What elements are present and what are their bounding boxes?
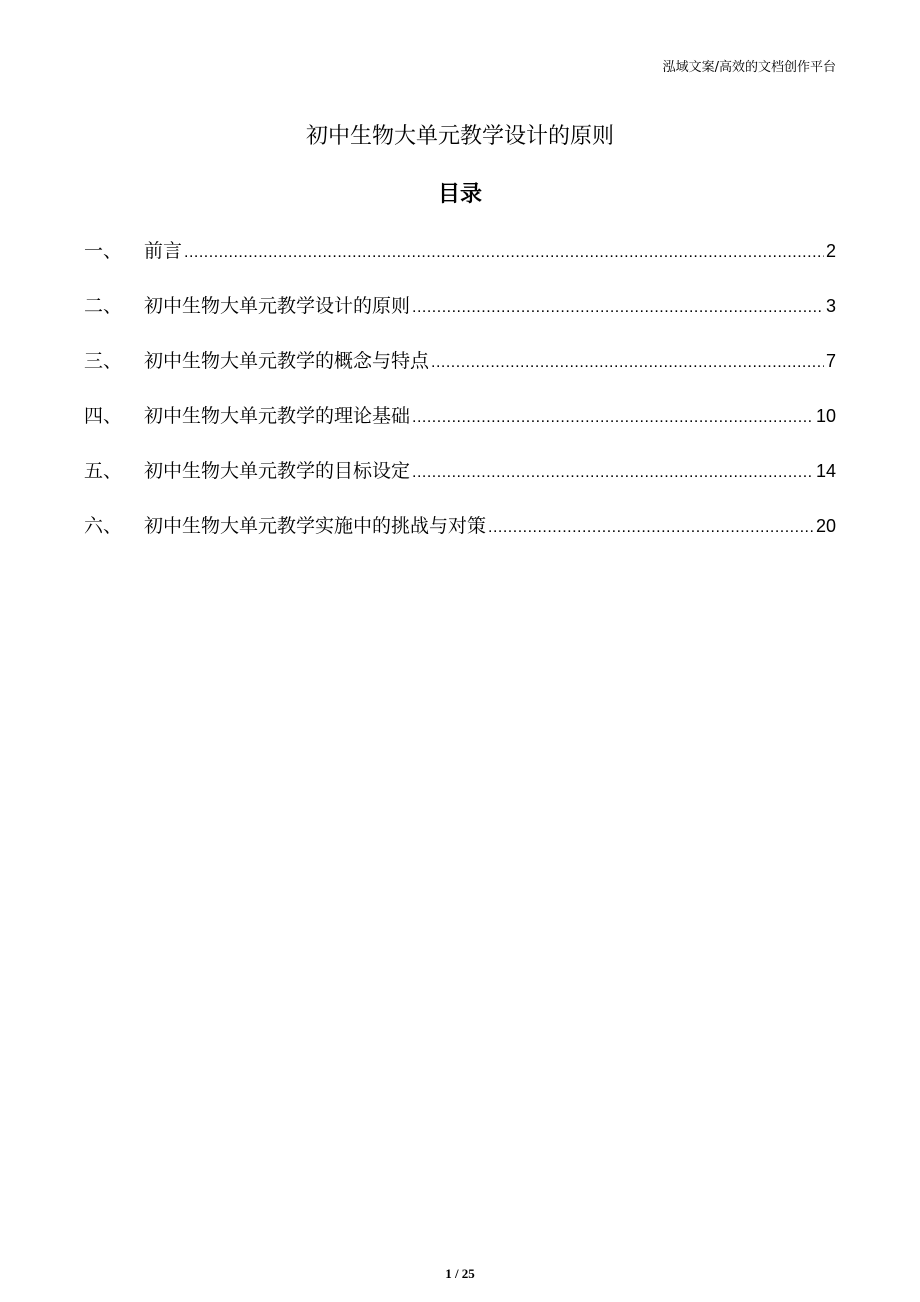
toc-entry-number: 三、 [84,350,123,372]
toc-entry-design-principles[interactable] [84,291,836,346]
toc-dot-leader [412,293,824,323]
toc-entry-number: 四、 [84,405,123,427]
toc-dot-leader [412,458,814,488]
toc-entry-page: 10 [815,406,836,426]
toc-entry-page: 20 [815,516,836,536]
toc-dot-leader [412,403,814,433]
toc-entry-title: 初中生物大单元教学实施中的挑战与对策 [144,515,487,537]
table-of-contents [84,236,836,566]
toc-dot-leader [431,348,824,378]
toc-entry-title: 初中生物大单元教学的理论基础 [144,405,411,427]
toc-entry-theory[interactable] [84,401,836,456]
toc-entry-title: 初中生物大单元教学的概念与特点 [144,350,430,372]
page-number: 1 / 25 [445,1266,475,1281]
toc-heading: 目录 [437,182,482,207]
toc-entry-challenges[interactable] [84,511,836,566]
toc-entry-concepts[interactable] [84,346,836,401]
toc-entry-page: 7 [825,351,836,371]
toc-entry-title: 初中生物大单元教学设计的原则 [144,295,411,317]
toc-entry-number: 一、 [84,240,123,262]
toc-entry-number: 六、 [84,515,123,537]
toc-entry-title: 初中生物大单元教学的目标设定 [144,460,411,482]
toc-entry-page: 14 [815,461,836,481]
toc-entry-number: 二、 [84,295,123,317]
toc-dot-leader [184,238,824,268]
toc-entry-page: 3 [825,296,836,316]
toc-entry-number: 五、 [84,460,123,482]
document-title: 初中生物大单元教学设计的原则 [305,124,614,149]
toc-entry-preface[interactable] [84,236,836,291]
toc-entry-goals[interactable] [84,456,836,511]
toc-entry-title: 前言 [144,240,183,262]
toc-entry-page: 2 [825,241,836,261]
toc-dot-leader [488,513,814,543]
header-brand-text: 泓域文案/高效的文档创作平台 [662,60,836,75]
